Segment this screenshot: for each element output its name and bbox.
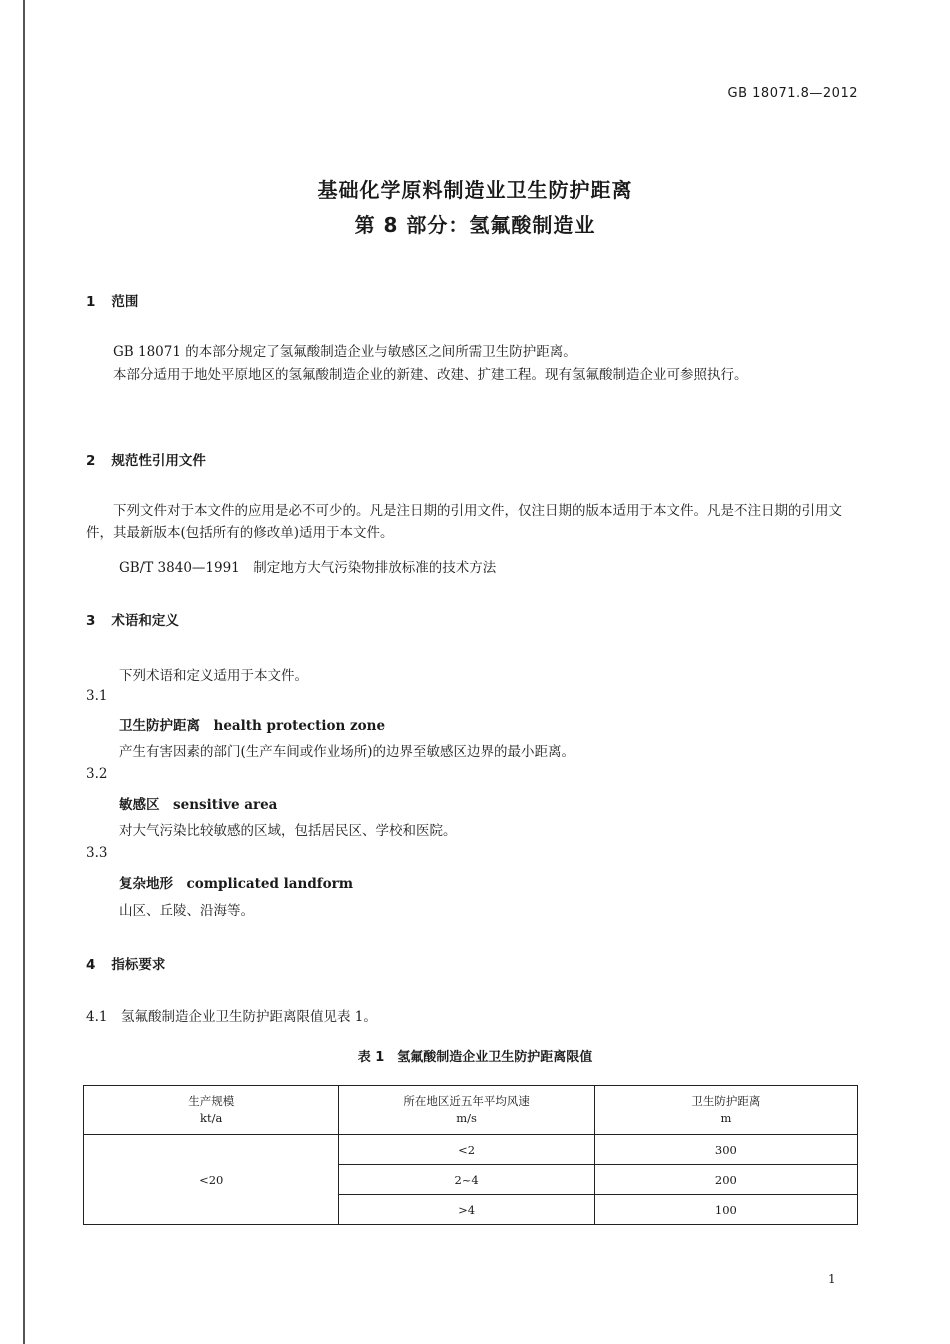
section-2-paragraph: 下列文件对于本文件的应用是必不可少的。凡是注日期的引用文件，仅注日期的版本适用于本文件。凡是不注日期的引用文件，其最新版本(包括所有的修改单)适用于本文件。 xyxy=(86,503,842,541)
term-number: 3.2 xyxy=(86,766,108,782)
section-1-paragraph-1: GB 18071 的本部分规定了氢氟酸制造企业与敏感区之间所需卫生防护距离。 xyxy=(113,344,577,360)
wind-speed-cell: 2~4 xyxy=(339,1165,594,1195)
document-title: 基础化学原料制造业卫生防护距离 xyxy=(317,178,633,202)
section-4-number: 4 xyxy=(86,957,96,973)
section-4-item: 4.1 氢氟酸制造企业卫生防护距离限值见表 1。 xyxy=(86,1009,377,1025)
term-en: complicated landform xyxy=(186,876,353,892)
term-definition: 山区、丘陵、沿海等。 xyxy=(119,903,254,919)
term-heading xyxy=(119,714,385,734)
table-row xyxy=(84,1135,858,1165)
production-scale-cell: <20 xyxy=(84,1135,339,1225)
section-2-title: 规范性引用文件 xyxy=(111,453,206,469)
table-caption: 表 1 氢氟酸制造企业卫生防护距离限值 xyxy=(357,1050,593,1065)
term-en: health protection zone xyxy=(213,718,386,734)
wind-speed-cell: <2 xyxy=(339,1135,594,1165)
term-zh: 敏感区 xyxy=(119,797,160,813)
column-header-unit: kt/a xyxy=(200,1111,223,1125)
term-zh: 卫生防护距离 xyxy=(119,718,200,734)
section-4-title: 指标要求 xyxy=(111,957,166,973)
column-header-unit: m xyxy=(720,1111,732,1125)
terms-intro: 下列术语和定义适用于本文件。 xyxy=(119,668,308,684)
column-header-label: 生产规模 xyxy=(188,1094,235,1108)
section-2-heading xyxy=(86,449,206,469)
document-subtitle: 第 8 部分：氢氟酸制造业 xyxy=(354,213,596,237)
protection-distance-cell: 100 xyxy=(594,1195,857,1225)
term-definition: 产生有害因素的部门(生产车间或作业场所)的边界至敏感区边界的最小距离。 xyxy=(119,744,576,760)
column-header-label: 所在地区近五年平均风速 xyxy=(403,1094,530,1108)
term-en: sensitive area xyxy=(173,797,278,813)
protection-distance-cell: 200 xyxy=(594,1165,857,1195)
term-number: 3.3 xyxy=(86,845,108,861)
table-header-cell xyxy=(594,1086,857,1135)
term-heading xyxy=(119,872,353,892)
table-header-cell xyxy=(339,1086,594,1135)
term-heading xyxy=(119,793,277,813)
term-definition: 对大气污染比较敏感的区域，包括居民区、学校和医院。 xyxy=(119,823,457,839)
normative-reference: GB/T 3840—1991 制定地方大气污染物排放标准的技术方法 xyxy=(119,560,497,576)
section-1-paragraph-2: 本部分适用于地处平原地区的氢氟酸制造企业的新建、改建、扩建工程。现有氢氟酸制造企业可参照执行。 xyxy=(113,367,748,383)
section-3-heading xyxy=(86,609,179,629)
column-header-unit: m/s xyxy=(456,1111,477,1125)
section-3-title: 术语和定义 xyxy=(111,613,179,629)
term-number: 3.1 xyxy=(86,688,108,704)
table-header-cell xyxy=(84,1086,339,1135)
section-1-number: 1 xyxy=(86,294,96,310)
protection-distance-cell: 300 xyxy=(594,1135,857,1165)
standard-number: GB 18071.8—2012 xyxy=(727,86,858,101)
term-zh: 复杂地形 xyxy=(119,876,173,892)
section-2-number: 2 xyxy=(86,453,96,469)
table-header-row xyxy=(84,1086,858,1135)
page-number: 1 xyxy=(828,1272,836,1286)
section-1-title: 范围 xyxy=(111,294,139,310)
column-header-label: 卫生防护距离 xyxy=(691,1094,761,1108)
section-3-number: 3 xyxy=(86,613,96,629)
wind-speed-cell: >4 xyxy=(339,1195,594,1225)
section-1-heading xyxy=(86,290,138,310)
section-4-heading xyxy=(86,953,165,973)
limits-table xyxy=(83,1085,858,1225)
